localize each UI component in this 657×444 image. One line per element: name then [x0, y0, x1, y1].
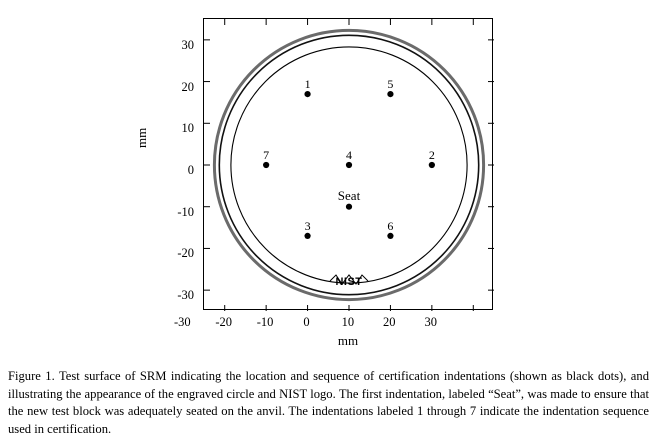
- point-label-7: 7: [263, 148, 270, 162]
- x-tick-10: 10: [341, 315, 355, 329]
- point-label-2: 2: [428, 148, 435, 162]
- y-tick-neg20: -20: [177, 246, 194, 261]
- x-tick-30: 30: [424, 315, 437, 329]
- nist-logo-icon: [330, 275, 368, 288]
- y-tick-20: 20: [181, 79, 194, 94]
- figure-caption: [8, 368, 649, 438]
- point-label-4: 4: [346, 148, 352, 162]
- x-tick-0: 0: [303, 315, 310, 329]
- plot-svg: [204, 19, 494, 311]
- x-axis-label: mm: [337, 333, 359, 348]
- indentation-points: [263, 91, 435, 239]
- plot-frame: [203, 18, 493, 310]
- y-axis-label: mm: [134, 127, 149, 148]
- y-tick-0: 0: [187, 163, 194, 177]
- y-tick-neg30: -30: [177, 288, 194, 302]
- plot-area: [134, 8, 520, 353]
- x-tick-neg20: -20: [215, 315, 233, 329]
- point-label-1: 1: [304, 77, 311, 91]
- point-seat: [346, 204, 352, 210]
- point-label-3: 3: [304, 219, 311, 233]
- figure-caption-text: Figure 1. Test surface of SRM indicating the location and sequence of certification indentations (shown as black dots), and illustrating the appearance of the engraved circle and NIST logo. The first indentation, labeled “Seat”, was made to ensure that the new test block was adequately seated on the anvil. The indentations labeled 1 through 7 indicate the indentation sequence used in certification.: [8, 369, 649, 436]
- point-label-seat: Seat: [337, 188, 361, 203]
- y-tick-neg10: -10: [177, 204, 194, 219]
- x-tick-neg10: -10: [256, 315, 274, 329]
- y-tick-10: 10: [181, 121, 194, 136]
- svg-text:NIST: NIST: [335, 276, 363, 288]
- x-tick-20: 20: [383, 315, 396, 329]
- x-tick-neg30: -30: [173, 315, 191, 329]
- point-label-6: 6: [387, 219, 394, 233]
- point-label-5: 5: [387, 77, 394, 91]
- y-tick-30: 30: [181, 38, 194, 52]
